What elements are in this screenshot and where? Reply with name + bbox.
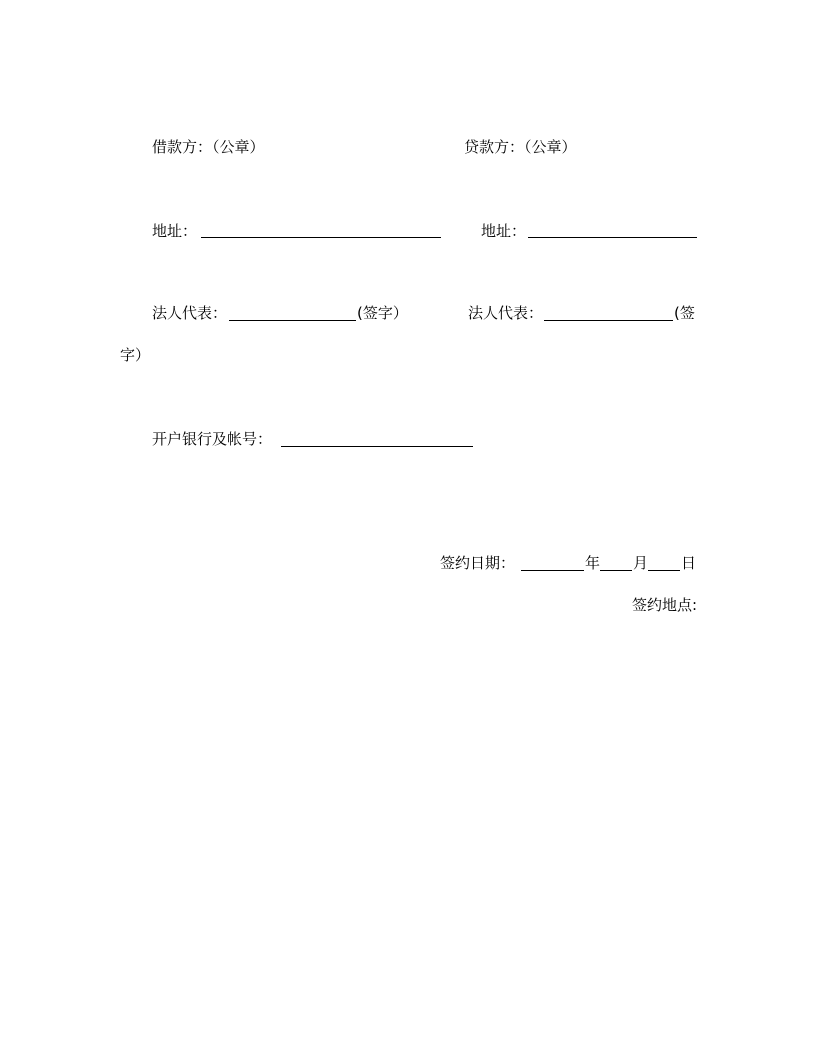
bank-account-label: 开户银行及帐号： [152,430,273,448]
signing-year-blank [521,570,584,571]
borrower-signature-note: (签字） [357,304,408,322]
lender-signature-note-wrap: 字） [120,346,151,364]
signing-place-label: 签约地点: [632,596,698,614]
borrower-legal-rep-label: 法人代表： [152,304,228,322]
signing-day-unit: 日 [681,554,697,572]
bank-account-blank [281,446,473,447]
signing-month-blank [600,570,632,571]
lender-legal-rep-blank [544,320,673,321]
borrower-label: 借款方：（公章） [152,138,265,156]
borrower-address-label: 地址： [152,222,198,240]
lender-address-label: 地址： [481,222,527,240]
signing-date-label: 签约日期： [440,554,516,572]
borrower-legal-rep-blank [229,320,356,321]
signing-day-blank [648,570,680,571]
lender-legal-rep-label: 法人代表： [468,304,544,322]
signing-month-unit: 月 [633,554,649,572]
signing-year-unit: 年 [585,554,601,572]
lender-label: 贷款方：（公章） [464,138,577,156]
lender-signature-note: (签 [674,304,695,322]
lender-address-blank [528,237,697,238]
borrower-address-blank [201,237,441,238]
